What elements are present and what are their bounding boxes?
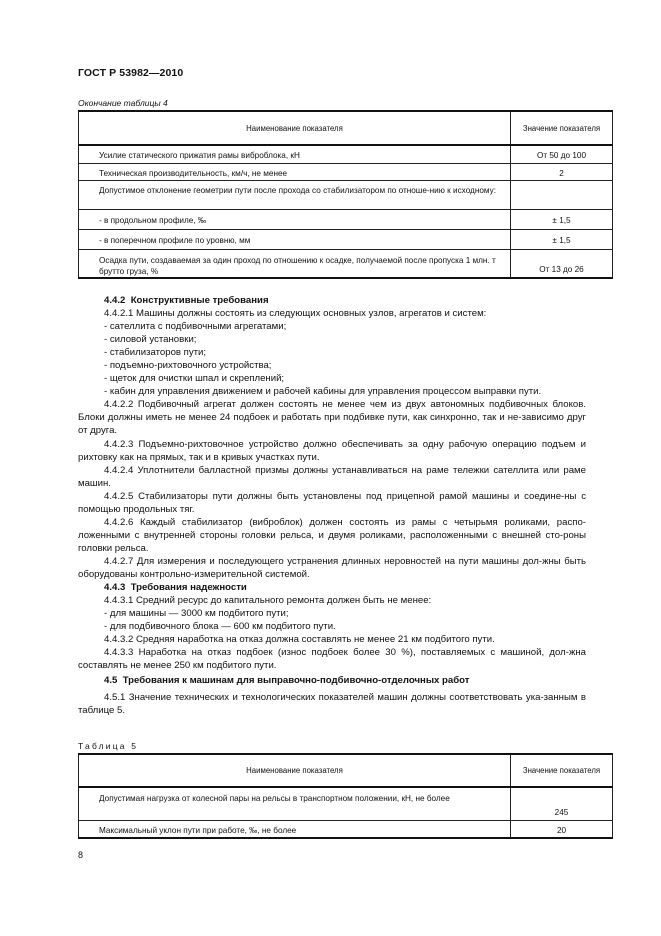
table4-col-value: Значение показателя: [511, 111, 613, 145]
table-row: [79, 180, 613, 209]
table4-row3-param: Допустимое отклонение геометрии пути после прохода со стабилизатором по отноше-нию к исходному:: [79, 180, 511, 209]
section-title: Требования надежности: [130, 582, 247, 594]
table4-row2-param: Техническая производительность, км/ч, не менее: [79, 163, 511, 180]
list-item: - для подбивочного блока — 600 км подбитого пути.: [104, 621, 336, 633]
paragraph-4-4-3-3: 4.4.3.3 Наработка на отказ подбоек (износ подбоек более 30 %), поставляемых с машиной, дол-жна составлять не менее 250 км подбитого пути.: [78, 647, 586, 672]
section-title: Требования к машинам для выправочно-подбивочно-отделочных работ: [122, 675, 470, 687]
paragraph-4-5-1: 4.5.1 Значение технических и технологических показателей машин должны соответствовать ука-занным в таблице 5.: [78, 692, 586, 717]
list-item: - стабилизаторов пути;: [104, 347, 207, 359]
table4-header-row: [79, 111, 613, 145]
table5-row1-param: Допустимая нагрузка от колесной пары на рельсы в транспортном положении, кН, не более: [79, 787, 511, 820]
section-number: 4.4.3: [104, 582, 126, 594]
table-row: [79, 145, 613, 163]
paragraph-4-4-2-6: 4.4.2.6 Каждый стабилизатор (виброблок) должен состоять из рамы с четырьмя роликами, распо-ложенными с внутренней стороны головки рельса, и двумя роликами, расположенными с внешней сто-роны головки рельса.: [78, 516, 586, 554]
list-item: - щеток для очистки шпал и скреплений;: [104, 373, 285, 385]
table4-row5-param: - в поперечном профиле по уровню, мм: [79, 229, 511, 249]
section-title: Конструктивные требования: [130, 295, 269, 306]
paragraph-4-4-2-3: 4.4.2.3 Подъемно-рихтовочное устройство должно обеспечивать за одну рабочую операцию подъем и рихтовку как на прямых, так и в кривых участках пути.: [78, 438, 586, 463]
table5-header-row: [79, 754, 613, 787]
table4-row6-param: Осадка пути, создаваемая за один проход по отношению к осадке, получаемой после пропуска 1 млн. т брутто груза, %: [79, 249, 511, 278]
table-row: [79, 787, 613, 820]
table4-row4-param: - в продольном профиле, ‰: [79, 209, 511, 229]
table-5: [78, 753, 613, 839]
document-code: ГОСТ Р 53982—2010: [78, 67, 184, 79]
section-4-5-heading: [78, 674, 586, 687]
section-number: 4.5: [104, 675, 118, 687]
table5-row2-value: 20: [511, 820, 613, 838]
table4-row2-value: 2: [511, 163, 613, 180]
table-row: [79, 249, 613, 278]
table-row: [79, 163, 613, 180]
document-body: [78, 294, 586, 718]
table-row: [79, 820, 613, 838]
table5-caption: Таблица 5: [78, 741, 139, 751]
table5-row2-param: Максимальный уклон пути при работе, ‰, не более: [79, 820, 511, 838]
table4-row3-value: [511, 180, 613, 209]
list-item: - для машины — 3000 км подбитого пути;: [104, 608, 289, 620]
table4-caption: Окончание таблицы 4: [78, 98, 168, 108]
table-row: [79, 209, 613, 229]
paragraph-4-4-2-2: 4.4.2.2 Подбивочный агрегат должен состоять не менее чем из двух автономных подбивочных блоков. Блоки должны иметь не менее 24 подбоек и работать при подбивке пути, как синхронно, так и не-зависимо друг от друга.: [78, 399, 586, 437]
table-4: [78, 110, 613, 279]
table4-col-param: Наименование показателя: [79, 111, 511, 145]
list-item: - подъемно-рихтовочного устройства;: [104, 360, 272, 372]
table4-row5-value: ± 1,5: [511, 229, 613, 249]
paragraph-4-4-3-1: 4.4.3.1 Средний ресурс до капитального ремонта должен быть не менее:: [104, 595, 432, 607]
table-row: [79, 229, 613, 249]
section-4-4-2-heading: [78, 294, 586, 307]
table5-row1-value: 245: [511, 787, 613, 820]
section-number: 4.4.2: [104, 295, 126, 306]
page-number: 8: [78, 850, 84, 860]
table4-row1-param: Усилие статического прижатия рамы виброблока, кН: [79, 145, 511, 163]
paragraph-4-4-2-1: 4.4.2.1 Машины должны состоять из следующих основных узлов, агрегатов и систем:: [104, 308, 487, 320]
list-item: - сателлита с подбивочными агрегатами;: [104, 321, 287, 333]
paragraph-4-4-2-7: 4.4.2.7 Для измерения и последующего устранения длинных неровностей на пути машины дол-жны быть оборудованы контрольно-измерительной системой.: [78, 555, 586, 580]
table4-row1-value: От 50 до 100: [511, 145, 613, 163]
list-item: - кабин для управления движением и рабочей кабины для управления процессом выправки пути.: [104, 386, 542, 398]
section-4-4-3-heading: [78, 581, 586, 594]
table4-row4-value: ± 1,5: [511, 209, 613, 229]
paragraph-4-4-2-4: 4.4.2.4 Уплотнители балластной призмы должны устанавливаться на раме тележки сателлита или раме машин.: [78, 464, 586, 489]
paragraph-4-4-3-2: 4.4.3.2 Средняя наработка на отказ должна составлять не менее 21 км подбитого пути.: [104, 634, 495, 646]
list-item: - силовой установки;: [104, 334, 197, 346]
table5-col-value: Значение показателя: [511, 754, 613, 787]
table5-col-param: Наименование показателя: [79, 754, 511, 787]
paragraph-4-4-2-5: 4.4.2.5 Стабилизаторы пути должны быть установлены под прицепной рамой машины и соедине-ны с помощью продольных тяг.: [78, 490, 586, 515]
table4-row6-value: От 13 до 26: [511, 249, 613, 278]
